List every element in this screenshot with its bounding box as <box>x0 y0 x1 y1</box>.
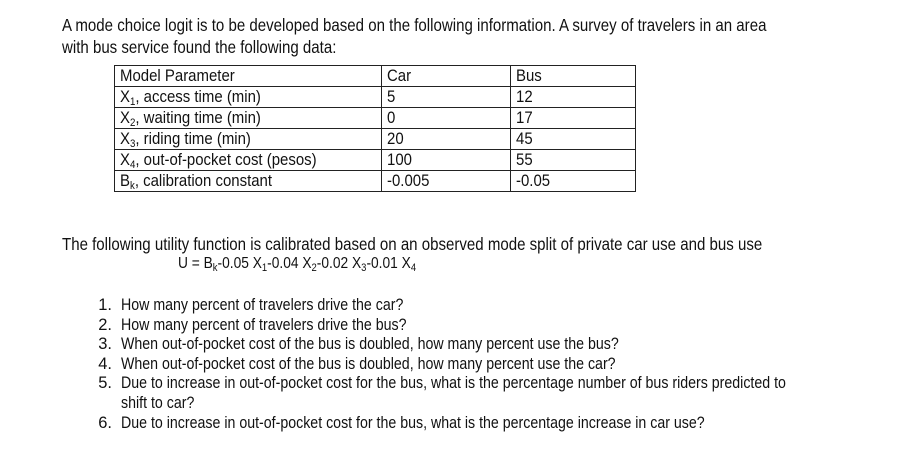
question-text: When out-of-pocket cost of the bus is doubled, how many percent use the car? <box>121 354 616 373</box>
bus-value-cell: -0.05 <box>511 171 636 192</box>
question-number: 2. <box>98 315 112 334</box>
car-value-cell: 5 <box>382 87 511 108</box>
table-row <box>115 129 636 150</box>
utility-formula-text: $U = B_k-0.05$ $X_1-0.04$ $X_2-0.02$ $X_3-0.01$ $X_4$ <box>178 255 417 274</box>
parameter-name-cell: $X_2$, waiting time (min) <box>115 108 382 129</box>
car-value-cell: -0.005 <box>382 171 511 192</box>
question-number: 6. <box>98 413 112 432</box>
table-header-row <box>115 66 636 87</box>
table-header-cell: Model Parameter <box>115 66 382 87</box>
table-header-cell: Car <box>382 66 511 87</box>
question-item <box>86 374 894 394</box>
intro-line: A mode choice logit is to be developed based on the following information. A survey of travelers in an area <box>62 15 767 35</box>
question-item <box>86 335 894 355</box>
bus-value-cell: 17 <box>511 108 636 129</box>
bus-value-cell: 12 <box>511 87 636 108</box>
question-text: Due to increase in out-of-pocket cost for the bus, what is the percentage number of bus riders predicted to <box>121 374 786 393</box>
question-item <box>86 394 894 414</box>
parameter-name-cell: $X_1$, access time (min) <box>115 87 382 108</box>
question-item <box>86 355 894 375</box>
table-row <box>115 150 636 171</box>
question-item <box>86 316 894 336</box>
bus-value-cell: 55 <box>511 150 636 171</box>
question-item <box>86 296 894 316</box>
utility-description-text: The following utility function is calibrated based on an observed mode split of private car use and bus use <box>62 234 763 254</box>
question-text: When out-of-pocket cost of the bus is doubled, how many percent use the bus? <box>121 335 619 354</box>
table-row <box>115 108 636 129</box>
question-item <box>86 414 894 434</box>
table-row <box>115 171 636 192</box>
question-text: Due to increase in out-of-pocket cost for the bus, what is the percentage increase in car use? <box>121 413 705 432</box>
question-number: 4. <box>98 354 112 373</box>
question-text: How many percent of travelers drive the bus? <box>121 315 407 334</box>
parameter-name-cell: $B_k$, calibration constant <box>115 171 382 192</box>
table-header-cell: Bus <box>511 66 636 87</box>
table-row <box>115 87 636 108</box>
question-text: How many percent of travelers drive the car? <box>121 296 404 314</box>
utility-formula <box>178 254 455 274</box>
question-text: shift to car? <box>121 393 195 412</box>
utility-description <box>62 233 876 255</box>
parameter-name-cell: $X_4$, out-of-pocket cost (pesos) <box>115 150 382 171</box>
car-value-cell: 20 <box>382 129 511 150</box>
car-value-cell: 100 <box>382 150 511 171</box>
bus-value-cell: 45 <box>511 129 636 150</box>
question-number: 5. <box>98 374 112 393</box>
car-value-cell: 0 <box>382 108 511 129</box>
intro-line: with bus service found the following data: <box>62 37 337 57</box>
question-number: 3. <box>98 335 112 354</box>
question-number: 1. <box>98 296 112 314</box>
parameter-table <box>114 65 636 192</box>
question-list <box>86 296 894 433</box>
parameter-name-cell: $X_3$, riding time (min) <box>115 129 382 150</box>
intro-paragraph <box>62 14 881 58</box>
